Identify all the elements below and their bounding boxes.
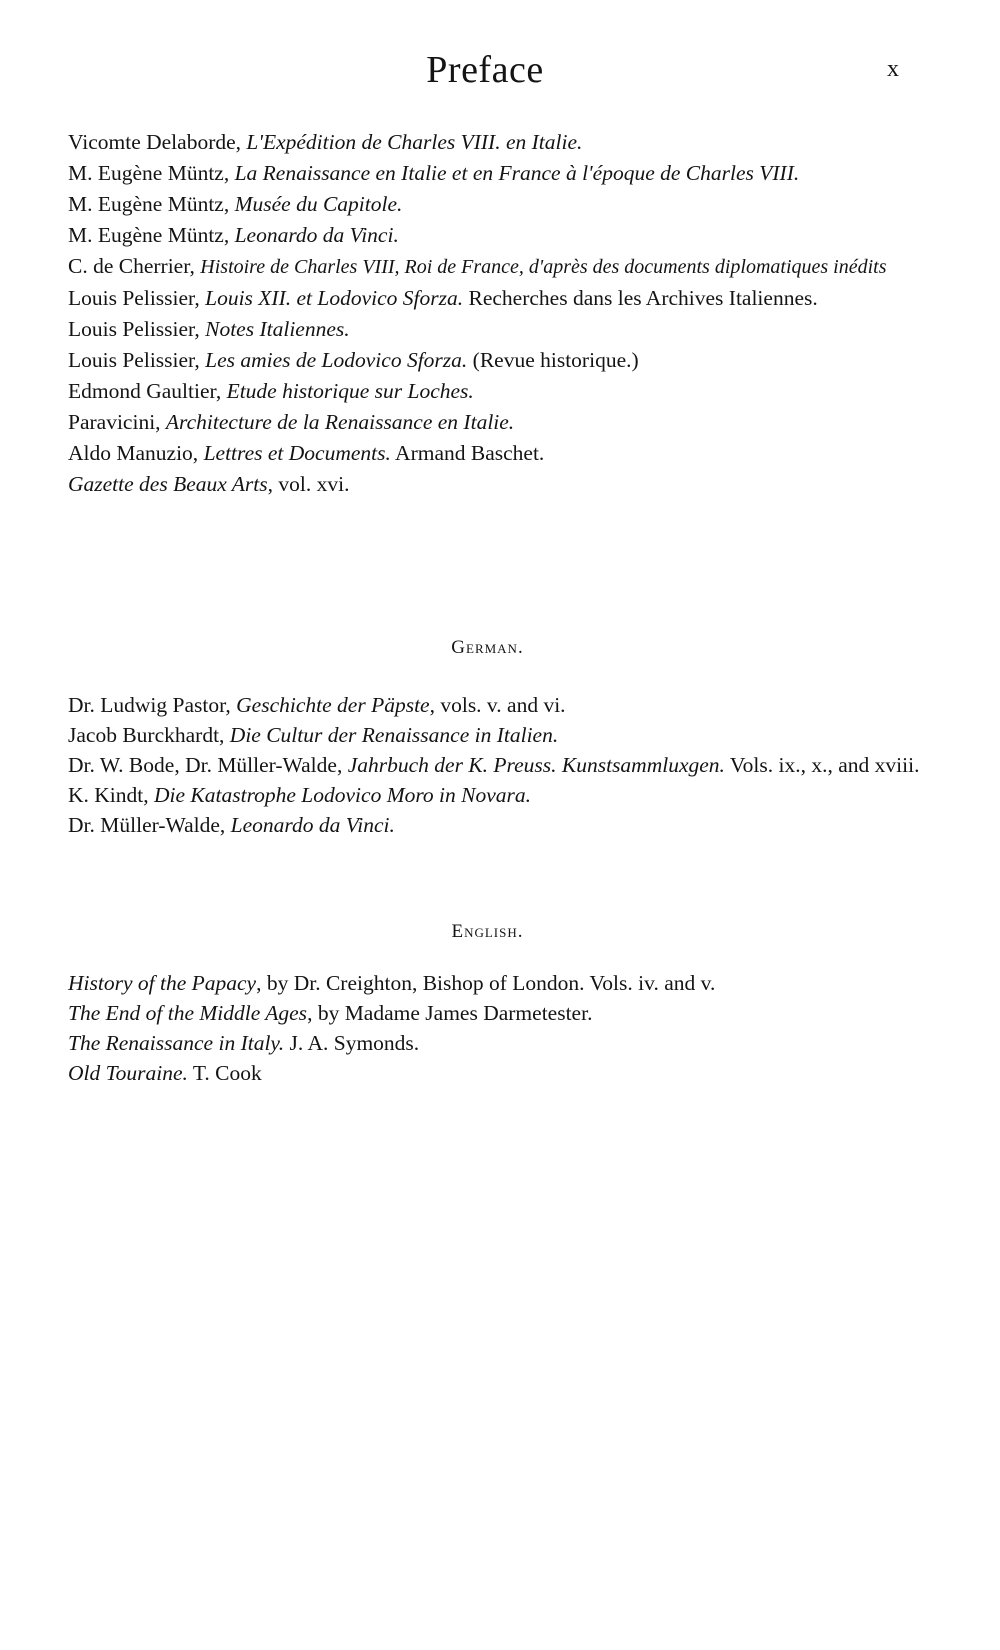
entry-title: Geschichte der Päpste bbox=[236, 693, 430, 717]
entry-note: (Revue historique.) bbox=[467, 348, 639, 372]
entry-author: Aldo Manuzio, bbox=[68, 441, 204, 465]
entry-author: Dr. Ludwig Pastor, bbox=[68, 693, 237, 717]
entry-title: Die Katastrophe Lodovico Moro in Novara. bbox=[154, 783, 532, 807]
french-bibliography bbox=[68, 127, 928, 500]
entry-title: Leonardo da Vinci. bbox=[234, 223, 399, 247]
entry-author: C. de Cherrier, bbox=[68, 254, 201, 278]
entry-note: J. A. Symonds. bbox=[284, 1031, 420, 1055]
entry-title: L'Expédition de Charles VIII. en Italie. bbox=[246, 130, 583, 154]
bib-entry bbox=[68, 690, 928, 720]
bib-entry bbox=[68, 314, 928, 345]
entry-author: Louis Pelissier, bbox=[68, 348, 206, 372]
entry-title: Etude historique sur Loches. bbox=[226, 379, 474, 403]
entry-title: Musée du Capitole. bbox=[234, 192, 403, 216]
bib-entry bbox=[68, 189, 928, 220]
bib-entry bbox=[68, 968, 928, 998]
section-heading-german: German. bbox=[451, 637, 524, 658]
bib-entry bbox=[68, 810, 928, 840]
entry-title: Lettres et Documents. bbox=[203, 441, 391, 465]
bib-entry bbox=[68, 998, 928, 1028]
entry-title: Die Cultur der Renaissance in Italien. bbox=[229, 723, 559, 747]
entry-author: M. Eugène Müntz, bbox=[68, 223, 235, 247]
page-number: x bbox=[887, 56, 899, 82]
bib-entry bbox=[68, 438, 928, 469]
bib-entry bbox=[68, 750, 928, 780]
bib-entry bbox=[68, 376, 928, 407]
entry-author: Paravicini, bbox=[68, 410, 166, 434]
german-bibliography bbox=[68, 690, 928, 840]
entry-author: Louis Pelissier, bbox=[68, 317, 206, 341]
entry-title: Notes Italiennes. bbox=[205, 317, 350, 341]
entry-author: Vicomte Delaborde, bbox=[68, 130, 247, 154]
entry-title: Jahrbuch der K. Preuss. Kunstsammluxgen. bbox=[347, 753, 725, 777]
entry-author: Dr. Müller-Walde, bbox=[68, 813, 231, 837]
bib-entry bbox=[68, 1028, 928, 1058]
bib-entry bbox=[68, 220, 928, 251]
bib-entry bbox=[68, 283, 928, 314]
entry-title: Old Touraine. bbox=[68, 1061, 188, 1085]
bib-entry bbox=[68, 251, 928, 283]
entry-note: Vols. ix., x., and xviii. bbox=[724, 753, 920, 777]
section-heading-english: English. bbox=[451, 921, 524, 942]
entry-title: La Renaissance en Italie et en France à l'époque de Charles VIII. bbox=[234, 161, 800, 185]
entry-author: Edmond Gaultier, bbox=[68, 379, 227, 403]
bib-entry bbox=[68, 345, 928, 376]
entry-note: T. Cook bbox=[187, 1061, 262, 1085]
bib-entry bbox=[68, 407, 928, 438]
entry-title: Leonardo da Vinci. bbox=[230, 813, 395, 837]
entry-author: Louis Pelissier, bbox=[68, 286, 206, 310]
bib-entry bbox=[68, 469, 928, 500]
entry-note: , vols. v. and vi. bbox=[429, 693, 566, 717]
entry-author: Dr. W. Bode, Dr. Müller-Walde, bbox=[68, 753, 348, 777]
english-bibliography bbox=[68, 968, 928, 1088]
entry-author: Jacob Burckhardt, bbox=[68, 723, 230, 747]
entry-title: Histoire de Charles VIII, Roi de France, d'après des documents diplomatiques inédits bbox=[200, 256, 887, 278]
entry-note: , vol. xvi. bbox=[267, 472, 350, 496]
bib-entry bbox=[68, 1058, 928, 1088]
entry-note: , by Madame James Darmetester. bbox=[307, 1001, 593, 1025]
running-title: Preface bbox=[426, 49, 544, 91]
bib-entry bbox=[68, 158, 928, 189]
entry-title: The Renaissance in Italy. bbox=[68, 1031, 285, 1055]
entry-title: The End of the Middle Ages bbox=[68, 1001, 308, 1025]
entry-note: Recherches dans les Archives Italiennes. bbox=[463, 286, 818, 310]
entry-title: Gazette des Beaux Arts bbox=[68, 472, 268, 496]
entry-author: K. Kindt, bbox=[68, 783, 154, 807]
entry-title: History of the Papacy bbox=[68, 971, 257, 995]
entry-author: M. Eugène Müntz, bbox=[68, 192, 235, 216]
bib-entry bbox=[68, 127, 928, 158]
entry-title: Les amies de Lodovico Sforza. bbox=[205, 348, 468, 372]
entry-note: Armand Baschet. bbox=[390, 441, 545, 465]
entry-title: Louis XII. et Lodovico Sforza. bbox=[205, 286, 464, 310]
entry-note: , by Dr. Creighton, Bishop of London. Vols. iv. and v. bbox=[256, 971, 716, 995]
bib-entry bbox=[68, 720, 928, 750]
bib-entry bbox=[68, 780, 928, 810]
entry-title: Architecture de la Renaissance en Italie. bbox=[165, 410, 515, 434]
entry-author: M. Eugène Müntz, bbox=[68, 161, 235, 185]
